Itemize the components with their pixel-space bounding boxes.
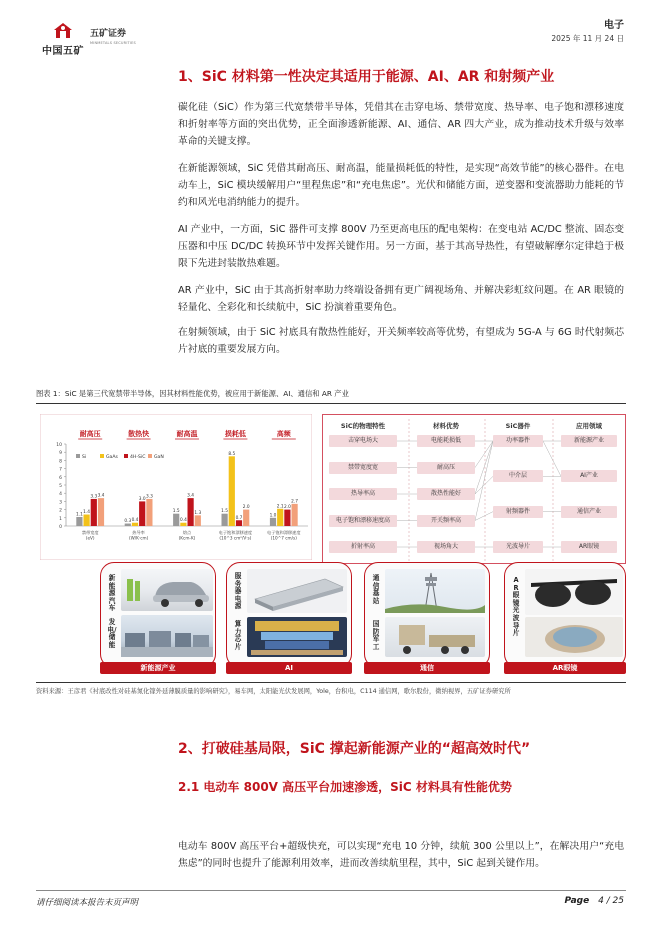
bar-value-label: 1.5 <box>172 509 180 515</box>
section-2-title: 2、打破硅基局限，SiC 撑起新能源产业的“超高效时代” <box>178 741 531 757</box>
x-category-label: 熔点 <box>182 530 192 535</box>
page-number: 4 / 25 <box>598 896 624 906</box>
report-date: 2025 年 11 月 24 日 <box>551 34 624 43</box>
category-tag: 损耗低 <box>224 430 246 438</box>
ai-chip-photo <box>247 617 347 657</box>
bar-value-label: 1.5 <box>221 509 229 515</box>
bar-value-label: 3.0 <box>138 496 146 502</box>
logo-securities-name: 五矿证券 <box>90 29 127 39</box>
y-tick-label: 8 <box>59 459 62 465</box>
bar <box>222 514 228 526</box>
diagram-node: 禁带宽度宽 <box>329 462 397 474</box>
y-tick-label: 9 <box>59 451 62 457</box>
diagram-node: 通信产业 <box>561 506 617 518</box>
company-logo <box>36 22 156 56</box>
bar-value-label: 2.0 <box>242 505 250 511</box>
paragraph: 在射频领域，由于 SiC 衬底具有散热性能好，开关频率较高等优势，有望成为 5G-A 与 6G 时代射频芯片衬底的重要发展方向。 <box>178 327 624 355</box>
bar-value-label: 0.3 <box>124 519 132 525</box>
legend-label: Si <box>82 455 87 460</box>
divider <box>36 682 626 683</box>
panel-label-ai: AI <box>226 662 352 674</box>
bar-value-label: 1.3 <box>194 510 202 516</box>
application-panels <box>100 562 662 680</box>
bar <box>146 499 152 526</box>
panel-vertical-text: AR眼镜光波导片 <box>512 576 520 638</box>
diagram-node: 视场角大 <box>417 541 475 553</box>
diagram-node: 耐高压 <box>417 462 475 474</box>
diagram-connector <box>543 441 561 476</box>
figure-caption: 图表 1：SiC 是第三代宽禁带半导体，因其材料性能优势，被应用于新能源、AI、通信和 AR 产业 <box>36 389 349 398</box>
bar <box>270 518 276 526</box>
logo-company-name: 中国五矿 <box>42 46 84 57</box>
defense-radar-photo <box>385 617 485 657</box>
bar-value-label: 1.1 <box>75 512 83 518</box>
x-category-label: (W/K·cm) <box>128 535 149 541</box>
paragraph: AR 产业中，SiC 由于其高折射率助力终端设备拥有更广阔视场角、并解决彩虹纹问题。在 AR 眼镜的轻量化、全彩化和长续航中，SiC 扮演着重要角色。 <box>178 285 624 313</box>
solar-storage-photo <box>121 615 213 657</box>
page-header <box>0 0 662 62</box>
panel-vertical-text: 国防军工 <box>372 620 380 651</box>
panel-label-ar-glasses: AR眼镜 <box>504 662 626 674</box>
panel-ai <box>226 562 352 668</box>
bar <box>236 520 242 526</box>
bar <box>91 499 97 526</box>
legend-swatch <box>124 454 128 458</box>
legend-swatch <box>76 454 80 458</box>
page-label: Page <box>564 896 590 906</box>
diagram-connector <box>475 441 493 468</box>
legend-label: GaN <box>154 455 164 460</box>
panel-ar-glasses <box>504 562 626 668</box>
footer-disclaimer: 请仔细阅读本报告末页声明 <box>36 898 139 908</box>
bar <box>84 515 90 526</box>
diagram-node: 光波导片 <box>493 541 543 553</box>
paragraph: 在新能源领域，SiC 凭借其耐高压、耐高温，能量损耗低的特性，是实现“高效节能”的核心器件。在电动车上，SiC 模块缓解用户“里程焦虑”和“充电焦虑”。光伏和储能方面，逆变器和变流器助力能耗的节约和风光电消纳能力的提升。 <box>178 163 624 208</box>
base-station-photo <box>385 569 485 613</box>
logo-english-name: MINMETALS SECURITIES <box>90 41 136 45</box>
bar-chart-svg <box>40 414 312 560</box>
diagram-node: 击穿电场大 <box>329 435 397 447</box>
diagram-column-header: 应用领域 <box>576 422 602 430</box>
diagram-node: 中介层 <box>493 470 543 482</box>
diagram-node: 电能耗损低 <box>417 435 475 447</box>
panel-vertical-text: 新能源汽车 <box>108 574 116 613</box>
bar-value-label: 2.7 <box>291 499 299 505</box>
y-tick-label: 4 <box>59 492 62 498</box>
y-tick-label: 7 <box>59 467 62 473</box>
category-tag: 耐高温 <box>176 430 198 438</box>
y-tick-label: 0 <box>59 525 62 530</box>
legend-label: GaAs <box>106 455 118 460</box>
bar <box>173 514 179 526</box>
x-category-label: 电子饱和漂移速度 <box>218 530 253 535</box>
minmetals-logo-icon <box>52 22 74 40</box>
server-power-photo <box>247 569 347 613</box>
diagram-node: 电子饱和漂移速度高 <box>329 515 397 527</box>
bar <box>292 504 298 526</box>
bar <box>229 456 235 526</box>
bar <box>76 517 82 526</box>
y-tick-label: 1 <box>59 516 62 522</box>
diagram-connector <box>475 476 493 494</box>
x-category-label: (10^3 cm²/V·s) <box>219 535 252 541</box>
bar <box>284 510 290 526</box>
paragraph: AI 产业中，一方面，SiC 器件可支撑 800V 乃至更高电压的配电架构：在变电站 AC/DC 整流、固态变压器和中压 DC/DC 转换环节中发挥关键作用。另一方面，基于其高导热性，有望破解摩尔定律趋于极限下先进封装散热难题。 <box>178 224 624 269</box>
bar-value-label: 3.4 <box>97 493 105 499</box>
x-category-label: 电子饱和漂移速度 <box>267 530 301 535</box>
bar <box>98 498 104 526</box>
x-category-label: 禁带宽度 <box>81 530 99 535</box>
bar <box>195 515 201 526</box>
bar-value-label: 2.1 <box>276 504 284 510</box>
legend-swatch <box>148 454 152 458</box>
y-tick-label: 10 <box>56 443 62 448</box>
diagram-node: 功率器件 <box>493 435 543 447</box>
bar-value-label: 1.0 <box>269 513 277 519</box>
panel-vertical-text: 通信基站 <box>372 574 380 605</box>
diagram-column-header: 材料优势 <box>433 422 459 430</box>
bar <box>139 501 145 526</box>
y-tick-label: 5 <box>59 484 62 489</box>
ev-charging-photo <box>121 569 213 611</box>
diagram-node: 新能源产业 <box>561 435 617 447</box>
diagram-node: 散热性能好 <box>417 488 475 500</box>
panel-label-new-energy: 新能源产业 <box>100 662 216 674</box>
subsection-title: 2.1 电动车 800V 高压平台加速渗透，SiC 材料具有性能优势 <box>178 780 512 794</box>
y-tick-label: 3 <box>59 500 62 506</box>
y-tick-label: 2 <box>59 508 62 514</box>
legend-label: 4H-SiC <box>130 455 146 460</box>
diagram-column-header: SiC器件 <box>505 422 531 430</box>
panel-communication <box>364 562 490 668</box>
diagram-column-header: SiC的物理特性 <box>340 422 386 430</box>
legend-swatch <box>100 454 104 458</box>
bar-value-label: 0.7 <box>235 515 243 521</box>
category-tag: 高频 <box>276 430 291 438</box>
bar-value-label: 1.4 <box>83 510 91 516</box>
panel-vertical-text: 算力芯片 <box>234 620 242 651</box>
waveguide-photo <box>525 617 623 657</box>
bar-value-label: 2.0 <box>283 505 291 511</box>
diagram-connector <box>475 441 493 494</box>
divider <box>36 403 626 404</box>
y-tick-label: 6 <box>59 475 62 481</box>
diagram-node: 折射率高 <box>329 541 397 553</box>
category-tag: 散热快 <box>128 430 150 438</box>
panel-vertical-text: 发电/储能 <box>107 618 117 649</box>
x-category-label: (Kcm-K) <box>178 535 196 541</box>
diagram-connector <box>475 441 493 521</box>
diagram-node: 射频器件 <box>493 506 543 518</box>
panel-new-energy <box>100 562 216 668</box>
paragraph: 电动车 800V 高压平台+超级快充，可以实现“充电 10 分钟，续航 300 公里以上”，在解决用户“充电焦虑”的同时也提升了能源利用效率，进而改善续航里程，其中，SiC 起到关键作用。 <box>178 841 624 869</box>
figure-source: 资料来源：王彦君《衬底改性对硅基氮化镓外延薄膜质量的影响研究》，易车网，太阳能光伏发展网，Yole，台积电，C114 通信网，歌尔股份，微纳视界，五矿证券研究所 <box>36 688 511 695</box>
bar-value-label: 0.4 <box>131 518 139 524</box>
category-tag: 耐高压 <box>79 430 101 438</box>
bar-value-label: 0.4 <box>179 518 187 524</box>
report-category: 电子 <box>604 20 624 31</box>
ar-glasses-photo <box>525 569 623 615</box>
panel-label-communication: 通信 <box>364 662 490 674</box>
x-category-label: (eV) <box>85 535 95 541</box>
diagram-node: AI产业 <box>561 470 617 482</box>
sic-property-flow-diagram <box>322 414 626 564</box>
diagram-connector <box>475 512 493 521</box>
section-1-title: 1、SiC 材料第一性决定其适用于能源、AI、AR 和射频产业 <box>178 69 555 85</box>
diagram-node: 开关频率高 <box>417 515 475 527</box>
x-category-label: 热导率 <box>132 530 145 535</box>
panel-vertical-text: 服务器电源 <box>234 572 242 611</box>
diagram-node: AR眼镜 <box>561 541 617 553</box>
bar <box>243 510 249 526</box>
page-indicator <box>565 896 624 906</box>
bar <box>277 509 283 526</box>
x-category-label: (10^7 cm/s) <box>270 535 297 541</box>
footer-divider <box>36 890 626 891</box>
bar-value-label: 3.4 <box>187 493 195 499</box>
diagram-node: 热导率高 <box>329 488 397 500</box>
bar-value-label: 8.5 <box>228 451 236 457</box>
bar <box>188 498 194 526</box>
paragraph: 碳化硅（SiC）作为第三代宽禁带半导体，凭借其在击穿电场、禁带宽度、热导率、电子饱和漂移速度和折射率等方面的突出优势，正全面渗透新能源、AI、通信、AR 四大产业，成为推动技术升级与效率革命的关键支撑。 <box>178 102 624 147</box>
properties-bar-chart <box>40 414 312 560</box>
bar-value-label: 3.3 <box>145 494 153 500</box>
bar-value-label: 3.3 <box>90 494 98 500</box>
